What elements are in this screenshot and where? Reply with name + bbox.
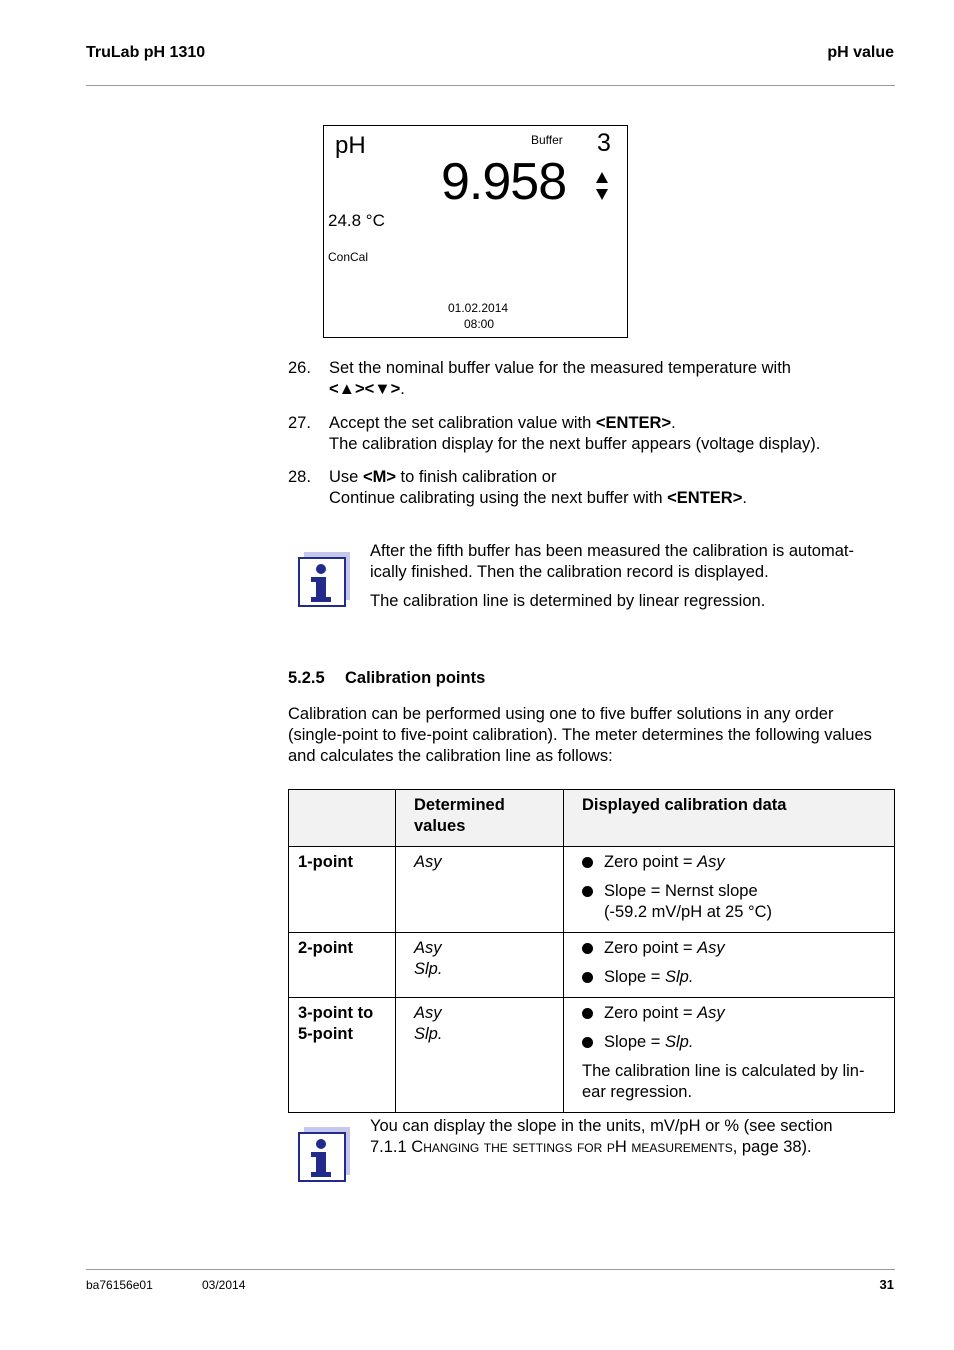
bullet-text: Zero point = xyxy=(604,939,698,957)
bullet-value: Asy xyxy=(697,939,725,957)
table-header-cell: Determined values xyxy=(396,790,564,847)
table-header-cell: Displayed calibration data xyxy=(564,790,895,847)
step-text: Set the nominal buffer value for the measured temperature with xyxy=(329,359,791,377)
list-item xyxy=(582,938,885,959)
step-text-mid: to finish calibration or xyxy=(395,468,557,486)
row-name: 3-point to 5-point xyxy=(289,998,396,1113)
section-title: Calibration points xyxy=(345,669,486,687)
punct: . xyxy=(400,380,405,398)
cross-reference-number: 7.1.1 xyxy=(370,1138,412,1156)
punct: . xyxy=(742,489,747,507)
bullet-text: Slope = xyxy=(604,968,666,986)
row-name: 1-point xyxy=(289,847,396,933)
display-parameter: pH xyxy=(335,132,366,159)
intro-paragraph: Calibration can be performed using one to five buffer solutions in any order (single-point to five-point calibration). The meter determines the following values and calculates the calibration line as follows: xyxy=(288,705,872,765)
step-text: Use xyxy=(329,468,363,486)
key-enter: <ENTER> xyxy=(595,414,672,432)
bullet-icon xyxy=(582,972,593,983)
step-number: 26. xyxy=(288,359,311,377)
display-temperature: 24.8 °C xyxy=(328,211,385,230)
bullet-text: Slope = Nernst slope xyxy=(604,882,758,900)
table-row xyxy=(289,847,895,933)
footer-doc-number: ba76156e01 xyxy=(86,1278,153,1292)
step-text-2: The calibration display for the next buffer appears (voltage display). xyxy=(329,435,821,453)
note-text-2: The calibration line is determined by linear regression. xyxy=(370,592,766,610)
up-down-arrows-icon xyxy=(595,172,609,202)
display-mode: ConCal xyxy=(328,250,369,264)
display-buffer-number: 3 xyxy=(597,129,611,157)
note-text xyxy=(370,1116,895,1158)
cross-reference-page: , page 38). xyxy=(732,1138,812,1156)
bullet-icon xyxy=(582,857,593,868)
bullet-text: Slope = xyxy=(604,1033,666,1051)
header-rule xyxy=(86,85,895,86)
note-text: After the fifth buffer has been measured the calibration is automat-ically finished. Then the calibration record is displayed. xyxy=(370,542,854,581)
bullet-icon xyxy=(582,886,593,897)
list-item xyxy=(582,1003,885,1024)
page-number: 31 xyxy=(879,1277,894,1292)
display-time: 08:00 xyxy=(464,317,495,331)
bullet-text: Zero point = xyxy=(604,853,698,871)
meter-display xyxy=(323,125,628,338)
bullet-icon xyxy=(582,943,593,954)
running-header-section: pH value xyxy=(827,44,894,61)
punct: . xyxy=(671,414,676,432)
display-buffer-label: Buffer xyxy=(531,133,563,147)
info-icon xyxy=(298,1127,354,1185)
determined-value: Slp. xyxy=(414,1025,443,1043)
list-item xyxy=(582,852,885,873)
running-header-title: TruLab pH 1310 xyxy=(86,44,206,61)
determined-value: Slp. xyxy=(414,960,443,978)
table-row xyxy=(289,933,895,998)
bullet-value: Asy xyxy=(697,1004,725,1022)
display-date: 01.02.2014 xyxy=(448,301,509,315)
step-text-2: Continue calibrating using the next buffer with xyxy=(329,489,668,507)
bullet-text: Zero point = xyxy=(604,1004,698,1022)
list-item xyxy=(582,1032,885,1053)
table-header-row xyxy=(289,790,895,847)
determined-value: Asy xyxy=(414,1004,442,1022)
table-header-cell xyxy=(289,790,396,847)
display-measured-value: 9.958 xyxy=(441,153,567,211)
key-enter: <ENTER> xyxy=(667,489,743,507)
section-number: 5.2.5 xyxy=(288,669,325,687)
table-row xyxy=(289,998,895,1113)
footer-rule xyxy=(86,1269,895,1270)
key-m: <M> xyxy=(362,468,396,486)
determined-value: Asy xyxy=(414,939,442,957)
bullet-value: Slp. xyxy=(665,1033,694,1051)
bullet-icon xyxy=(582,1008,593,1019)
step-number: 28. xyxy=(288,468,311,486)
step-number: 27. xyxy=(288,414,311,432)
note-line: You can display the slope in the units, mV/pH or % (see section xyxy=(370,1117,833,1135)
row-name: 2-point xyxy=(289,933,396,998)
key-arrows: <▲><▼> xyxy=(329,380,401,398)
info-icon xyxy=(298,552,354,610)
footer-date: 03/2014 xyxy=(202,1278,246,1292)
bullet-icon xyxy=(582,1037,593,1048)
list-item xyxy=(582,967,885,988)
cell-note: The calibration line is calculated by lin-ear regression. xyxy=(582,1062,865,1101)
bullet-value: Slp. xyxy=(665,968,694,986)
calibration-table xyxy=(288,789,895,1113)
list-item xyxy=(582,881,885,923)
determined-value: Asy xyxy=(414,853,442,871)
bullet-value: Asy xyxy=(697,853,725,871)
step-text: Accept the set calibration value with xyxy=(329,414,596,432)
bullet-text-2: (-59.2 mV/pH at 25 °C) xyxy=(604,903,772,921)
cross-reference-link[interactable]: Changing the settings for pH measurements xyxy=(411,1138,733,1156)
